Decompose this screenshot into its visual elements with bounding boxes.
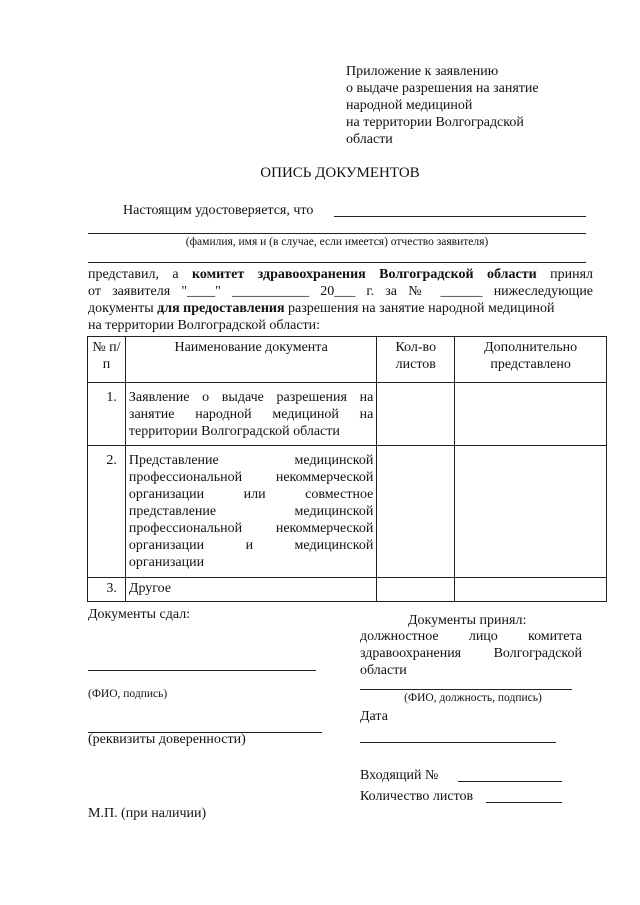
table-row (88, 578, 607, 602)
row-count-cell[interactable] (377, 578, 455, 602)
appendix-line: области (346, 132, 393, 147)
power-of-attorney-caption: (реквизиты доверенности) (88, 732, 246, 747)
header-num: № п/п (88, 337, 126, 383)
appendix-line: на территории Волгоградской (346, 115, 524, 130)
submitted-label: Документы сдал: (88, 607, 191, 622)
official-line: здравоохранения Волгоградской (360, 646, 582, 661)
table-header-row (88, 337, 607, 383)
row-extra-cell[interactable] (455, 446, 607, 578)
official-block (360, 628, 582, 679)
body-paragraph (88, 266, 593, 334)
row-count-cell[interactable] (377, 446, 455, 578)
row-name: Представление медицинской профессиональной некоммерческой организации или совместное представление медицинской профессиональной некоммерческой организации и медицинской организации (125, 446, 376, 578)
row-extra-cell[interactable] (455, 578, 607, 602)
date-label: Дата (360, 709, 388, 724)
header-extra: Дополнительно представлено (455, 337, 607, 383)
date-line[interactable] (360, 742, 556, 743)
appendix-line: народной медициной (346, 98, 473, 113)
appendix-line: Приложение к заявлению (346, 64, 499, 79)
sheets-label: Количество листов (360, 789, 474, 804)
incoming-label: Входящий № (360, 768, 439, 783)
submitter-signature-line[interactable] (88, 670, 316, 671)
official-fio-caption: (ФИО, должность, подпись) (404, 692, 542, 704)
applicant-name-line[interactable] (334, 216, 586, 217)
table-row (88, 446, 607, 578)
page-title: ОПИСЬ ДОКУМЕНТОВ (260, 165, 420, 181)
submitter-fio-caption: (ФИО, подпись) (88, 688, 168, 700)
appendix-line: о выдаче разрешения на занятие (346, 81, 539, 96)
header-name: Наименование документа (125, 337, 376, 383)
body-line-3: документы для предоставления разрешения на занятие народной медициной (88, 301, 555, 316)
table-row (88, 383, 607, 446)
row-name: Заявление о выдаче разрешения на занятие народной медициной на территории Волгоградской области (125, 383, 376, 446)
body-line-1: представил, а комитет здравоохранения Волгоградской области принял (88, 267, 593, 282)
incoming-number-line[interactable] (458, 781, 562, 782)
applicant-caption: (фамилия, имя и (в случае, если имеется) отчество заявителя) (185, 236, 489, 248)
appendix-block (346, 63, 586, 148)
header-count: Кол-во листов (377, 337, 455, 383)
row-count-cell[interactable] (377, 383, 455, 446)
sheets-count-line[interactable] (486, 802, 562, 803)
official-line: должностное лицо комитета (360, 629, 582, 644)
applicant-name-line-2[interactable] (88, 233, 586, 234)
certify-text: Настоящим удостоверяется, что (123, 203, 314, 218)
body-line-4: на территории Волгоградской области: (88, 318, 321, 333)
body-line-2: от заявителя "____" ___________ 20___ г. за № ______ нижеследующие (88, 284, 594, 299)
row-name: Другое (125, 578, 376, 602)
stamp-label: М.П. (при наличии) (88, 806, 207, 821)
documents-table (87, 336, 607, 602)
accepted-label: Документы принял: (408, 613, 527, 628)
official-signature-line[interactable] (360, 689, 572, 690)
committee-name: комитет здравоохранения Волгоградской области (192, 267, 537, 282)
official-line: области (360, 663, 407, 678)
row-num: 1. (88, 383, 126, 446)
applicant-name-line-3[interactable] (88, 262, 586, 263)
row-num: 2. (88, 446, 126, 578)
row-num: 3. (88, 578, 126, 602)
row-extra-cell[interactable] (455, 383, 607, 446)
